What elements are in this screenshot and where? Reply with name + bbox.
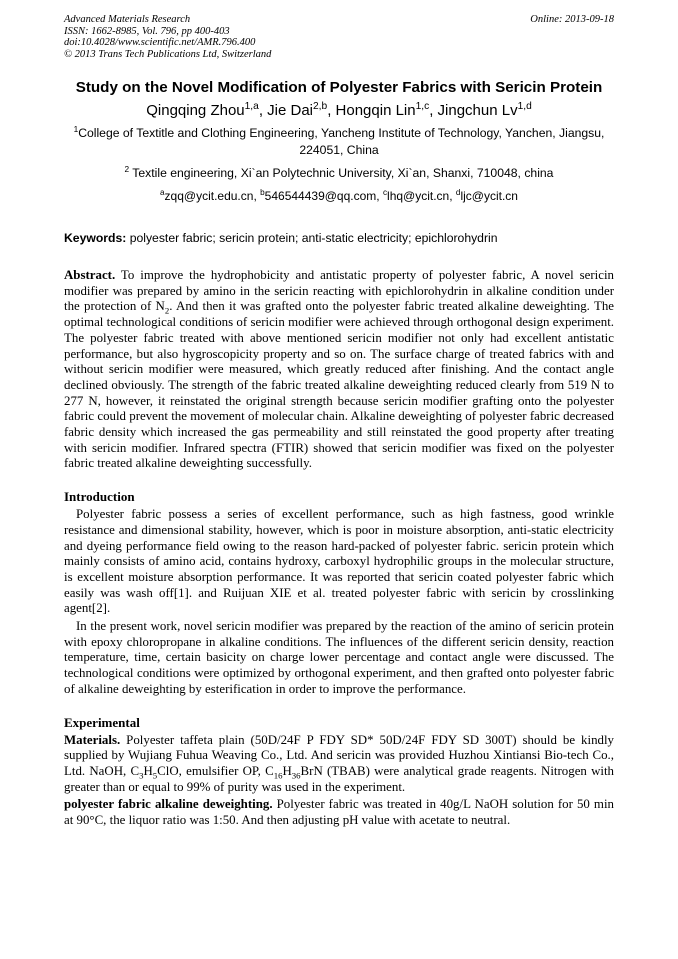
author-list — [64, 101, 614, 120]
materials-paragraph: Materials. Polyester taffeta plain (50D/24F P FDY SD* 50D/24F FDY SD 300T) should be kindly supplied by Wujiang Fuhua Weaving Co., Ltd. And sericin was provided Huzhou Xintiansi Bio-tech Co., Ltd. NaOH, $C_3H_5ClO$, emulsifier OP, $C_{16}H_{36}BrN$ (TBAB) were analytical grade reagents. Nitrogen with greater than or equal to 99% of purity was used in the experiment. — [64, 732, 615, 794]
alkaline-deweighting-paragraph: polyester fabric alkaline deweighting. Polyester fabric was treated in 40g/L NaOH solution for 50 min at 90°C, the liquor ratio was 1:50. And then adjusting pH value with acetate to neutral. — [64, 797, 614, 828]
email-list: $^a$zqq@ycit.edu.cn, $^b$546544439@qq.com, $^c$lhq@ycit.cn, $^d$ljc@ycit.cn — [160, 188, 518, 203]
copyright-line: © 2013 Trans Tech Publications Ltd, Switzerland — [64, 48, 272, 60]
affiliation-1: $^1$College of Textitle and Clothing Engineering, Yancheng Institute of Technology, Yanchen, Jiangsu, 224051, China — [73, 123, 605, 157]
journal-header — [64, 14, 614, 60]
email[interactable]: $^a$zqq@ycit.edu.cn — [160, 188, 254, 203]
introduction-paragraph-2: In the present work, novel sericin modifier was prepared by the reaction of the amino of sericin protein with epoxy chloropropane in alkaline conditions. The influences of the different sericin density, reaction temperature, time, certain basicity on charge lower percentage and contact angle were discussed. The technological conditions were optimized by orthogonal experiment, and then grafted onto polyester fabric of alkaline deweighting by esterification in order to improve the performance. — [64, 619, 614, 696]
email[interactable]: $^d$ljc@ycit.cn — [455, 188, 518, 203]
introduction-paragraph-1: Polyester fabric possess a series of excellent performance, such as high fastness, good wrinkle resistance and dimensional stability, however, which is poor in moisture absorption, anti-static electricity and dyeing performance field owing to the reason hard-packed of polyester fabric. sericin protein which mainly consists of amino acid, contains hydroxy, carboxyl hydrophilic groups in the molecular structure, is excellent moisture absorption performance. It was reported that sericin coated polyester fabric which easily was wash off[1]. and Ruijuan XIE et al. treated polyester fabric with sericin by crosslinking agent[2]. — [64, 507, 614, 616]
experimental-heading: Experimental — [64, 714, 140, 730]
doi-line: doi:10.4028/www.scientific.net/AMR.796.400 — [64, 37, 256, 48]
issn-line: ISSN: 1662-8985, Vol. 796, pp 400-403 — [64, 25, 230, 37]
keywords-label: Keywords: — [64, 231, 127, 245]
author: Jingchun Lv$^{1,d}$ — [437, 101, 532, 119]
journal-info — [64, 14, 271, 60]
online-date: Online: 2013-09-18 — [530, 14, 614, 25]
email[interactable]: $^b$546544439@qq.com — [260, 188, 377, 203]
author: Hongqin Lin$^{1,c}$, — [335, 101, 438, 119]
introduction-heading: Introduction — [64, 489, 135, 505]
author: Jie Dai$^{2,b}$, — [267, 101, 336, 119]
paper-title: Study on the Novel Modification of Polyester Fabrics with Sericin Protein — [75, 79, 603, 96]
materials-label: Materials. — [64, 732, 121, 747]
keywords-text: polyester fabric; sericin protein; anti-static electricity; epichlorohydrin — [126, 231, 498, 245]
abstract: Abstract. To improve the hydrophobicity and antistatic property of polyester fabric, A novel sericin modifier was prepared by amino in the sericin reacting with epichlorohydrin in alkaline condition under the protection of $N_2$. And then it was grafted onto the polyester fabric treated alkaline deweighting. The optimal technological conditions of sericin modifier were achieved through orthogonal design experiment. The polyester fabric treated with above mentioned sericin modifier not only had excellent antistatic performance, but also hygroscopicity property and so on. The surface charge of treated fabrics with and without sericin modifier were measured, which greatly reduced after finishing. And the contact angle declined obviously. The strength of the fabric treated alkaline deweighting reduced clearly from 519 N to 277 N, however, it reinstated the original strength because sericin modifier grafting onto the polyester fabric could prevent the movement of molecular chain. Alkaline deweighting of polyester fabric decreased fabric density which increased the gas permeability and still reinstated the good property after treating with sericin modifier. Infrared spectra (FTIR) showed that sericin modifier was fixed on the polyester fabric treated alkaline deweighting successfully. — [64, 268, 614, 471]
keywords — [64, 230, 614, 246]
abstract-label: Abstract. — [64, 268, 116, 282]
paper-page — [64, 14, 614, 829]
alkaline-deweighting-label: polyester fabric alkaline deweighting. — [64, 797, 273, 812]
affiliation-2: $^2$ Textile engineering, Xi`an Polytechnic University, Xi`an, Shanxi, 710048, china — [124, 163, 554, 180]
email[interactable]: $^c$lhq@ycit.cn — [382, 188, 450, 203]
author: Qingqing Zhou$^{1,a}$, — [146, 101, 268, 119]
journal-name: Advanced Materials Research — [64, 14, 191, 25]
